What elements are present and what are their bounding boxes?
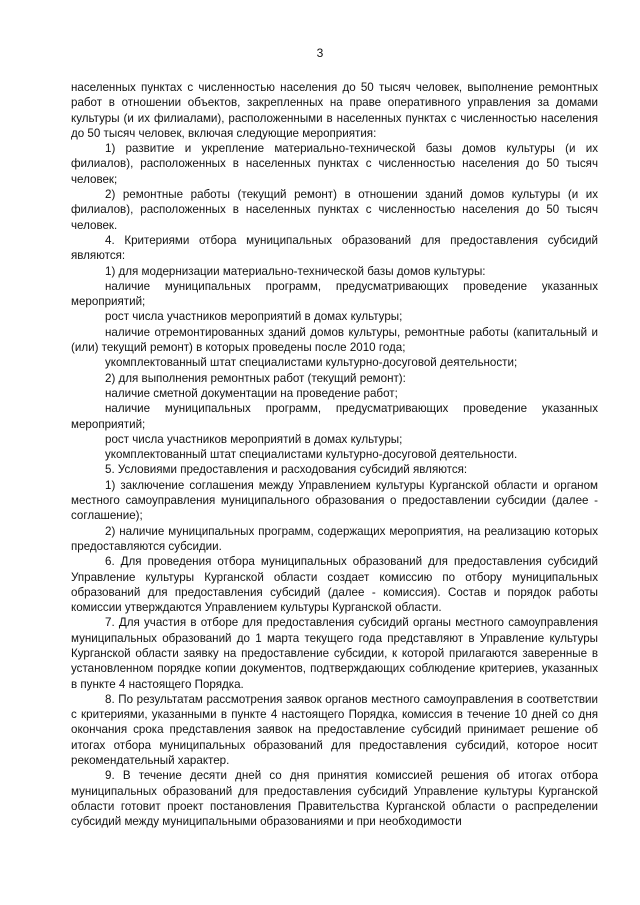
paragraph: 1) для модернизации материально-технической базы домов культуры: bbox=[105, 264, 486, 278]
paragraph: 5. Условиями предоставления и расходования субсидий являются: bbox=[105, 463, 468, 477]
paragraph: 6. Для проведения отбора муниципальных образований для предоставления субсидий Управление культуры Курганской области создает комиссию по отбору муниципальных образований для предоставления субсидий (далее - комиссия). Состав и порядок работы комиссии утверждаются Управлением культуры Курганской области. bbox=[71, 555, 598, 615]
paragraph: 7. Для участия в отборе для предоставления субсидий органы местного самоуправления муниципальных образований до 1 марта текущего года представляют в Управление культуры Курганской области заявку на предоставление субсидии, к которой прилагаются заверенные в установленном порядке копии документов, подтверждающих соблюдение критериев, указанных в пункте 4 настоящего Порядка. bbox=[71, 616, 598, 691]
paragraph: 4. Критериями отбора муниципальных образований для предоставления субсидий являются: bbox=[71, 233, 598, 263]
paragraph: наличие сметной документации на проведение работ; bbox=[105, 386, 398, 400]
paragraph: наличие отремонтированных зданий домов культуры, ремонтные работы (капитальный и (или) текущий ремонт) в которых проведены после 2010 года; bbox=[71, 325, 598, 355]
page-number: 3 bbox=[316, 46, 324, 60]
paragraph: наличие муниципальных программ, предусматривающих проведение указанных мероприятий; bbox=[71, 279, 598, 309]
paragraph: рост числа участников мероприятий в домах культуры; bbox=[105, 432, 403, 446]
paragraph: 1) заключение соглашения между Управлением культуры Курганской области и органом местного самоуправления муниципального образования о предоставлении субсидии (далее - соглашение); bbox=[71, 478, 598, 523]
paragraph: наличие муниципальных программ, предусматривающих проведение указанных мероприятий; bbox=[71, 402, 598, 431]
paragraph: 9. В течение десяти дней со дня принятия комиссией решения об итогах отбора муниципальных образований для предоставления субсидий Управление культуры Курганской области готовит проект постановления Правительства Курганской области о распределении субсидий между муниципальными образованиями и при необходимости bbox=[71, 769, 598, 829]
paragraph: укомплектованный штат специалистами культурно-досуговой деятельности. bbox=[105, 448, 518, 462]
paragraph: 2) ремонтные работы (текущий ремонт) в отношении зданий домов культуры (и их филиалов), расположенных в населенных пунктах с численностью населения до 50 тысяч человек. bbox=[71, 188, 598, 232]
paragraph: рост числа участников мероприятий в домах культуры; bbox=[105, 310, 403, 324]
paragraph: 8. По результатам рассмотрения заявок органов местного самоуправления в соответствии с критериями, указанными в пункте 4 настоящего Порядка, комиссия в течение 10 дней со дня окончания срока представления заявок на предоставление субсидий принимает решение об итогах отбора муниципальных образований для предоставления субсидий, которое носит рекомендательный характер. bbox=[71, 692, 598, 768]
paragraph: 2) наличие муниципальных программ, содержащих мероприятия, на реализацию которых предоставляются субсидии. bbox=[71, 524, 598, 553]
paragraph: 2) для выполнения ремонтных работ (текущий ремонт): bbox=[105, 371, 406, 385]
paragraph: 1) развитие и укрепление материально-технической базы домов культуры (и их филиалов), расположенных в населенных пунктах с численностью населения до 50 тысяч человек; bbox=[71, 142, 598, 186]
paragraph: населенных пунктах с численностью населения до 50 тысяч человек, выполнение ремонтных работ в отношении объектов, закрепленных на праве оперативного управления за домами культуры (и их филиалами), расположенными в населенных пунктах с численностью населения до 50 тысяч человек, включая следующие мероприятия: bbox=[71, 81, 598, 140]
document-body bbox=[71, 80, 598, 830]
paragraph: укомплектованный штат специалистами культурно-досуговой деятельности; bbox=[105, 356, 518, 370]
